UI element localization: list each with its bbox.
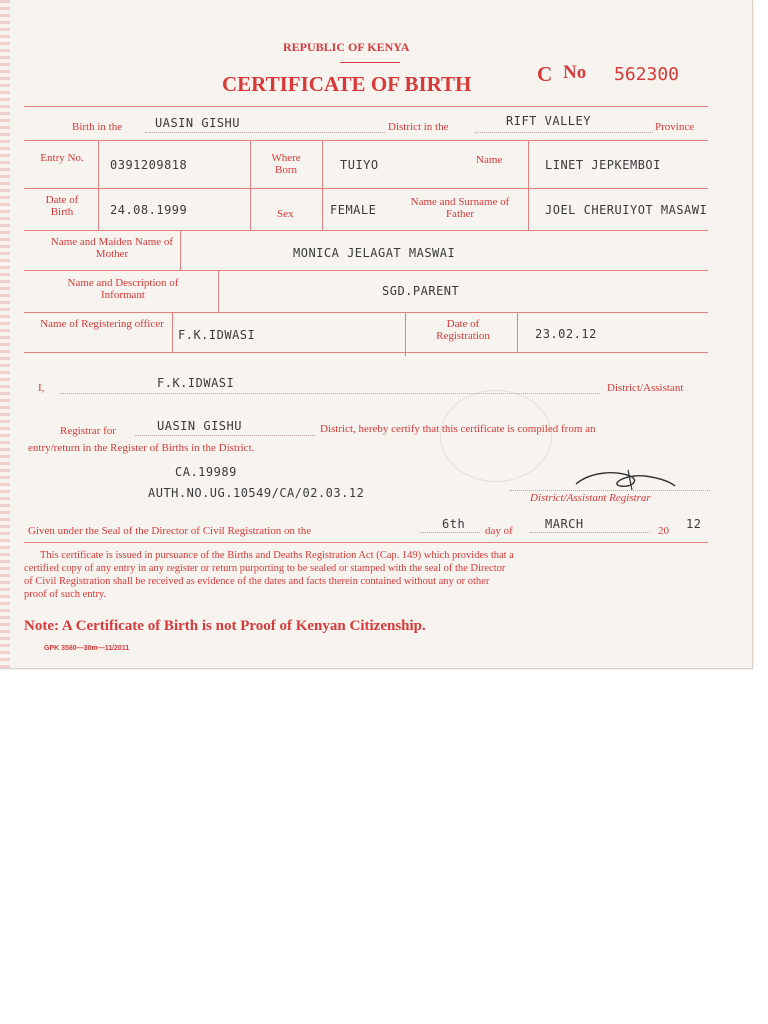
certifying-officer-value: F.K.IDWASI <box>157 376 235 390</box>
column-divider <box>180 230 181 270</box>
district-in-label: District in the <box>388 121 449 133</box>
faint-seal-stamp <box>440 390 552 482</box>
column-divider <box>528 140 529 230</box>
column-divider <box>218 270 219 312</box>
registrar-district-value: UASIN GISHU <box>157 419 242 433</box>
heading-underline <box>340 62 400 63</box>
informant-value: SGD.PARENT <box>382 284 460 298</box>
column-divider <box>172 312 173 352</box>
birth-in-label: Birth in the <box>72 121 123 133</box>
mother-name-label: Name and Maiden Name of Mother <box>50 236 174 260</box>
certificate-title: CERTIFICATE OF BIRTH <box>222 72 472 96</box>
print-code: GPK 3580—30m—11/2011 <box>44 645 130 652</box>
column-divider <box>250 140 251 230</box>
informant-label: Name and Description of Informant <box>67 277 179 301</box>
republic-heading: REPUBLIC OF KENYA <box>283 40 410 54</box>
rule <box>24 312 708 313</box>
sex-label: Sex <box>277 208 294 220</box>
dotted-line <box>145 132 385 133</box>
signature-label: District/Assistant Registrar <box>530 492 651 504</box>
i-label: I, <box>38 382 45 394</box>
column-divider <box>98 140 99 230</box>
rule <box>24 188 708 189</box>
date-of-registration-label: Date of Registration <box>436 318 490 342</box>
province-label: Province <box>655 121 695 133</box>
district-value: UASIN GISHU <box>155 116 240 130</box>
cert-no-label: No <box>563 62 587 83</box>
rule <box>24 230 708 231</box>
column-divider <box>517 312 518 352</box>
column-divider <box>405 312 406 356</box>
district-assistant-label: District/Assistant <box>607 382 684 394</box>
dotted-line <box>60 393 600 394</box>
month-value: MARCH <box>545 517 584 531</box>
act-text-2: certified copy of any entry in any register or return purporting to be sealed or stamped with the seal of the Director <box>24 563 506 574</box>
act-text-1: This certificate is issued in pursuance of the Births and Deaths Registration Act (Cap. 149) which provides that a <box>40 550 514 561</box>
signature-line <box>510 490 710 491</box>
act-text-4: proof of such entry. <box>24 589 107 600</box>
registering-officer-value: F.K.IDWASI <box>178 328 256 342</box>
certify-text-2: entry/return in the Register of Births in the District. <box>28 442 255 454</box>
date-of-birth-value: 24.08.1999 <box>110 203 188 217</box>
reference-2: AUTH.NO.UG.10549/CA/02.03.12 <box>148 486 365 500</box>
day-of-label: day of <box>485 525 513 537</box>
father-name-label: Name and Surname of Father <box>410 196 510 220</box>
dotted-line <box>420 532 480 533</box>
certify-text-1: District, hereby certify that this certificate is compiled from an <box>320 423 596 435</box>
act-text-3: of Civil Registration shall be received as evidence of the dates and facts therein contained without any or other <box>24 576 490 587</box>
child-name-value: LINET JEPKEMBOI <box>545 158 661 172</box>
citizenship-note: Note: A Certificate of Birth is not Proof of Kenyan Citizenship. <box>24 618 426 634</box>
province-value: RIFT VALLEY <box>506 114 591 128</box>
perforated-edge <box>0 0 10 668</box>
column-divider <box>322 140 323 230</box>
year-prefix: 20 <box>658 525 669 537</box>
dotted-line <box>530 532 650 533</box>
rule <box>24 270 708 271</box>
rule <box>24 542 708 543</box>
rule <box>24 352 708 353</box>
entry-no-value: 0391209818 <box>110 158 188 172</box>
cert-prefix: C <box>537 62 553 86</box>
day-value: 6th <box>442 517 466 531</box>
certificate-number: 562300 <box>614 64 680 85</box>
given-under-seal-text: Given under the Seal of the Director of Civil Registration on the <box>28 525 312 537</box>
reference-1: CA.19989 <box>175 465 237 479</box>
rule <box>24 106 708 107</box>
dotted-line <box>135 435 315 436</box>
registering-officer-label: Name of Registering officer <box>40 318 164 330</box>
sex-value: FEMALE <box>330 203 377 217</box>
rule <box>24 140 708 141</box>
dotted-line <box>475 132 653 133</box>
name-label: Name <box>476 154 503 166</box>
date-of-registration-value: 23.02.12 <box>535 327 597 341</box>
mother-name-value: MONICA JELAGAT MASWAI <box>293 246 456 260</box>
entry-no-label: Entry No. <box>40 152 84 164</box>
father-name-value: JOEL CHERUIYOT MASAWI <box>545 203 708 217</box>
where-born-label: Where Born <box>271 152 301 176</box>
registrar-for-label: Registrar for <box>60 425 116 437</box>
where-born-value: TUIYO <box>340 158 379 172</box>
date-of-birth-label: Date of Birth <box>45 194 79 218</box>
year-value: 12 <box>686 517 702 531</box>
